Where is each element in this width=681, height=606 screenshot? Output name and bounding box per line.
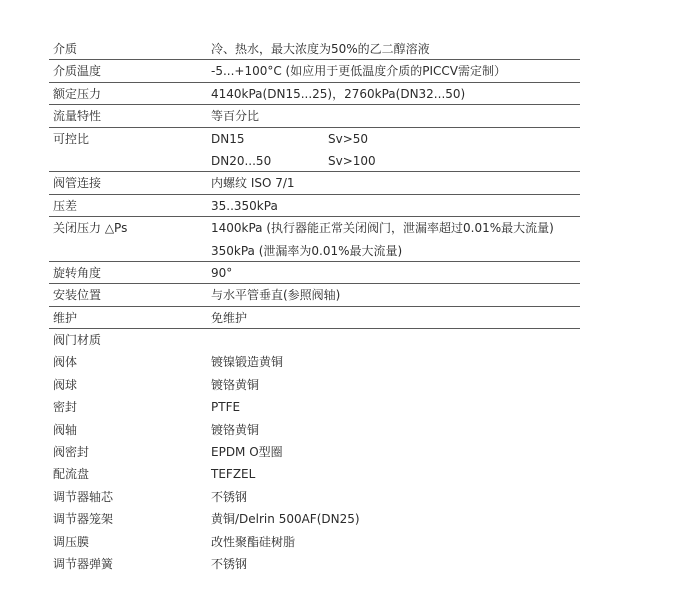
spec-value: 改性聚酯硅树脂 — [211, 534, 296, 549]
spec-value: 镀铬黄铜 — [211, 422, 260, 437]
spec-value: 90° — [211, 265, 233, 280]
spec-label: 额定压力 — [53, 86, 102, 101]
spec-label: 介质 — [53, 42, 78, 56]
spec-row-flow-disc — [49, 463, 580, 485]
spec-value: 等百分比 — [211, 109, 260, 124]
spec-value: -5...+100°C (如应用于更低温度介质的PICCV需定制） — [211, 64, 506, 79]
spec-row-diaphragm — [49, 531, 580, 553]
spec-row-regulator-spindle — [49, 486, 580, 508]
spec-value: 镀铬黄铜 — [211, 377, 260, 392]
spec-label: 配流盘 — [53, 467, 90, 482]
spec-value: 冷、热水，最大浓度为50%的乙二醇溶液 — [211, 42, 430, 56]
spec-value-secondary: Sv>100 — [328, 153, 376, 168]
spec-value: PTFE — [211, 400, 241, 415]
spec-label: 调节器轴芯 — [53, 489, 114, 504]
spec-value: 镀镍锻造黄铜 — [211, 355, 284, 370]
spec-row-valve-materials — [49, 329, 580, 351]
spec-label: 调节器笼架 — [53, 512, 114, 527]
spec-row-medium-temperature — [49, 60, 580, 82]
spec-label: 阀密封 — [53, 445, 90, 460]
spec-row-rangeability-continued — [49, 150, 580, 172]
spec-label: 密封 — [53, 400, 78, 415]
spec-label: 关闭压力 △Ps — [53, 221, 128, 236]
spec-value: 免维护 — [211, 310, 248, 325]
spec-row-pipe-connection — [49, 172, 580, 194]
spec-label: 阀轴 — [53, 422, 78, 437]
spec-value: 35..350kPa — [211, 198, 278, 213]
spec-row-rotation-angle — [49, 262, 580, 284]
spec-row-rated-pressure — [49, 83, 580, 105]
spec-value: 350kPa (泄漏率为0.01%最大流量) — [211, 243, 403, 258]
spec-value: 黄铜/Delrin 500AF(DN25) — [211, 512, 360, 527]
spec-section-heading: 阀门材质 — [53, 333, 102, 348]
spec-label: 压差 — [53, 198, 78, 213]
spec-row-seal — [49, 396, 580, 418]
spec-row-mounting-position — [49, 284, 580, 306]
spec-row-stem — [49, 419, 580, 441]
spec-label: 调节器弹簧 — [53, 556, 114, 571]
spec-table — [49, 38, 580, 575]
spec-row-flow-characteristic — [49, 105, 580, 127]
spec-value: 1400kPa (执行器能正常关闭阀门，泄漏率超过0.01%最大流量) — [211, 221, 554, 236]
spec-value: TEFZEL — [211, 467, 256, 482]
spec-row-differential-pressure — [49, 195, 580, 217]
spec-row-close-off-pressure — [49, 217, 580, 239]
spec-label: 流量特性 — [53, 109, 102, 124]
spec-row-valve-body — [49, 351, 580, 373]
spec-label: 阀球 — [53, 377, 78, 392]
spec-row-stem-seal — [49, 441, 580, 463]
spec-row-medium — [49, 38, 580, 60]
spec-label: 安装位置 — [53, 288, 102, 303]
spec-value-secondary: Sv>50 — [328, 131, 369, 146]
spec-value: DN20...50 — [211, 153, 272, 168]
spec-label: 调压膜 — [53, 534, 90, 549]
spec-row-regulator-cage — [49, 508, 580, 530]
spec-value: 内螺纹 ISO 7/1 — [211, 176, 295, 191]
spec-row-ball — [49, 374, 580, 396]
spec-value: 不锈钢 — [211, 556, 248, 571]
spec-value: 不锈钢 — [211, 489, 248, 504]
spec-value: EPDM O型圈 — [211, 445, 283, 460]
spec-label: 阀体 — [53, 355, 78, 370]
spec-row-rangeability — [49, 128, 580, 150]
spec-value: 与水平管垂直(参照阀轴) — [211, 288, 341, 303]
spec-label: 旋转角度 — [53, 265, 102, 280]
spec-label: 阀管连接 — [53, 176, 102, 191]
spec-value: 4140kPa(DN15...25)，2760kPa(DN32...50) — [211, 86, 466, 101]
spec-label: 可控比 — [53, 131, 90, 146]
spec-value: DN15 — [211, 131, 245, 146]
spec-row-maintenance — [49, 307, 580, 329]
spec-row-regulator-spring — [49, 553, 580, 575]
spec-row-close-off-pressure-continued — [49, 240, 580, 262]
spec-label: 维护 — [53, 310, 78, 325]
spec-label: 介质温度 — [53, 64, 102, 79]
